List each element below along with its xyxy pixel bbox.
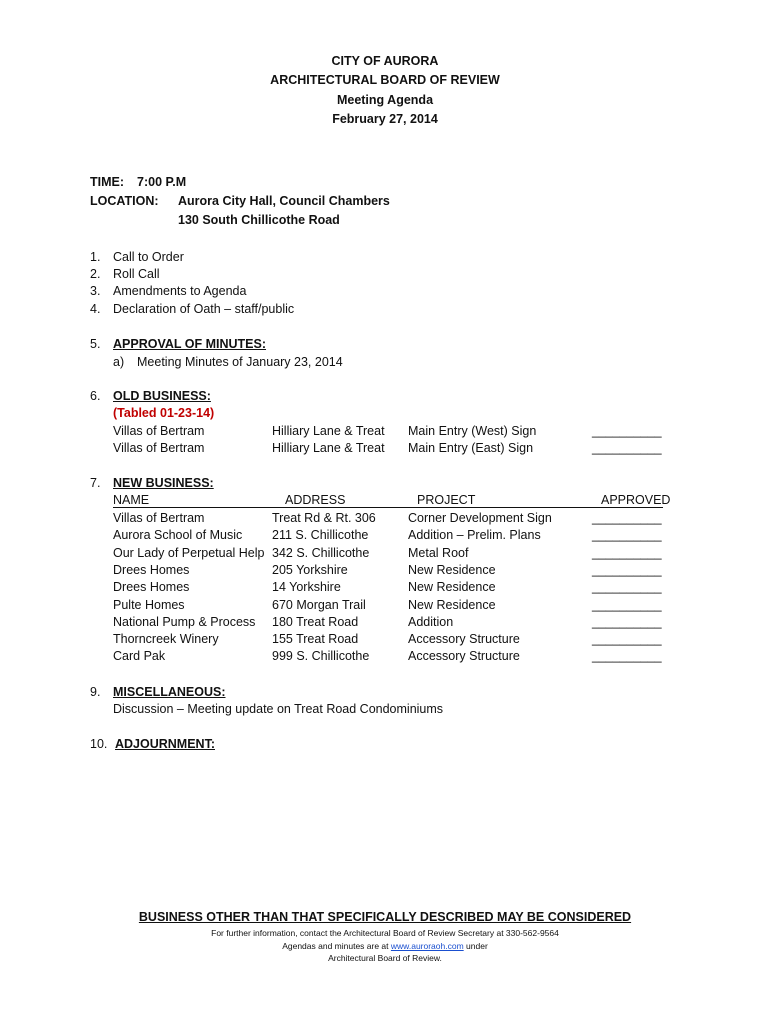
new-row-approved: __________ bbox=[592, 580, 662, 595]
old-row-name: Villas of Bertram bbox=[113, 441, 205, 455]
new-row-project: Addition – Prelim. Plans bbox=[408, 528, 541, 543]
misc-title: MISCELLANEOUS: bbox=[113, 685, 226, 699]
column-header-name: NAME bbox=[113, 493, 150, 507]
new-row-address: 14 Yorkshire bbox=[272, 580, 341, 595]
header-date: February 27, 2014 bbox=[332, 112, 438, 126]
new-row-address: 211 S. Chillicothe bbox=[272, 528, 369, 543]
adjournment-title: ADJOURNMENT: bbox=[115, 737, 215, 751]
header-city: CITY OF AURORA bbox=[331, 54, 439, 68]
item-number: 4. bbox=[90, 302, 101, 316]
footer-info-line2 bbox=[0, 941, 770, 951]
approval-number: 5. bbox=[90, 337, 101, 351]
new-row-name: Aurora School of Music bbox=[113, 528, 243, 543]
new-row-approved: __________ bbox=[592, 562, 662, 577]
old-row-approved: __________ bbox=[592, 441, 662, 455]
new-row-project: New Residence bbox=[408, 580, 496, 595]
old-business-number: 6. bbox=[90, 389, 101, 403]
approval-sub-letter: a) bbox=[113, 355, 125, 369]
new-row-name: Villas of Bertram bbox=[113, 511, 205, 525]
tabled-note: (Tabled 01-23-14) bbox=[113, 406, 215, 420]
footer-info-line3: Architectural Board of Review. bbox=[328, 953, 442, 963]
header-agenda: Meeting Agenda bbox=[336, 93, 434, 107]
column-header-rule bbox=[113, 507, 663, 508]
new-row-approved: __________ bbox=[592, 632, 662, 647]
misc-text: Discussion – Meeting update on Treat Road Condominiums bbox=[113, 702, 444, 716]
location-label: LOCATION: bbox=[90, 194, 159, 208]
old-business-title: OLD BUSINESS: bbox=[113, 389, 211, 403]
item-text: Roll Call bbox=[113, 267, 160, 281]
footer-info-prefix: Agendas and minutes are at bbox=[282, 941, 389, 951]
item-number: 2. bbox=[90, 267, 101, 281]
new-row-address: 180 Treat Road bbox=[272, 614, 359, 629]
header-board: ARCHITECTURAL BOARD OF REVIEW bbox=[270, 73, 500, 87]
new-row-name: Thorncreek Winery bbox=[113, 632, 219, 647]
website-link[interactable]: www.auroraoh.com bbox=[390, 941, 464, 951]
old-row-project: Main Entry (East) Sign bbox=[408, 441, 534, 455]
new-row-name: Drees Homes bbox=[113, 580, 190, 595]
old-row-project: Main Entry (West) Sign bbox=[408, 424, 537, 438]
column-header-approved: APPROVED bbox=[601, 493, 671, 507]
approval-sub-text: Meeting Minutes of January 23, 2014 bbox=[137, 355, 343, 369]
new-row-name: Our Lady of Perpetual Help bbox=[113, 545, 265, 560]
old-row-address: Hilliary Lane & Treat bbox=[272, 441, 385, 455]
footer-notice: BUSINESS OTHER THAN THAT SPECIFICALLY DESCRIBED MAY BE CONSIDERED bbox=[138, 910, 632, 924]
location-line1: Aurora City Hall, Council Chambers bbox=[178, 194, 390, 208]
misc-number: 9. bbox=[90, 685, 101, 699]
new-row-approved: __________ bbox=[592, 511, 662, 525]
item-number: 3. bbox=[90, 284, 101, 298]
old-row-name: Villas of Bertram bbox=[113, 424, 205, 438]
new-row-address: 342 S. Chillicothe bbox=[272, 545, 370, 560]
footer-info-line1: For further information, contact the Architectural Board of Review Secretary at 330-562-9564 bbox=[211, 928, 559, 938]
adjournment-number: 10. bbox=[90, 737, 108, 751]
new-row-name: Drees Homes bbox=[113, 562, 190, 577]
new-row-project: Accessory Structure bbox=[408, 649, 520, 664]
new-row-approved: __________ bbox=[592, 545, 662, 560]
new-row-name: National Pump & Process bbox=[113, 614, 256, 629]
column-header-project: PROJECT bbox=[417, 493, 476, 507]
old-row-approved: __________ bbox=[592, 424, 662, 438]
new-business-number: 7. bbox=[90, 476, 101, 490]
new-row-project: Corner Development Sign bbox=[408, 511, 552, 525]
new-row-address: 670 Morgan Trail bbox=[272, 597, 366, 612]
new-row-project: New Residence bbox=[408, 562, 496, 577]
new-row-project: Accessory Structure bbox=[408, 632, 520, 647]
new-row-project: Metal Roof bbox=[408, 545, 469, 560]
location-line2: 130 South Chillicothe Road bbox=[178, 213, 340, 227]
new-row-approved: __________ bbox=[592, 528, 662, 543]
item-text: Call to Order bbox=[113, 250, 184, 264]
item-text: Declaration of Oath – staff/public bbox=[113, 302, 295, 316]
new-row-approved: __________ bbox=[592, 649, 662, 664]
new-row-name: Card Pak bbox=[113, 649, 166, 664]
new-row-address: 205 Yorkshire bbox=[272, 562, 348, 577]
new-row-address: 155 Treat Road bbox=[272, 632, 359, 647]
item-number: 1. bbox=[90, 250, 101, 264]
new-row-project: Addition bbox=[408, 614, 454, 629]
column-header-address: ADDRESS bbox=[285, 493, 346, 507]
item-text: Amendments to Agenda bbox=[113, 284, 247, 298]
old-row-address: Hilliary Lane & Treat bbox=[272, 424, 385, 438]
new-row-address: Treat Rd & Rt. 306 bbox=[272, 511, 376, 525]
new-business-title: NEW BUSINESS: bbox=[113, 476, 214, 490]
footer-info-suffix: under bbox=[466, 941, 488, 951]
time-label: TIME: bbox=[90, 175, 125, 189]
new-row-approved: __________ bbox=[592, 614, 662, 629]
new-row-project: New Residence bbox=[408, 597, 496, 612]
time-value: 7:00 P.M bbox=[137, 175, 187, 189]
new-row-approved: __________ bbox=[592, 597, 662, 612]
new-row-address: 999 S. Chillicothe bbox=[272, 649, 370, 664]
new-row-name: Pulte Homes bbox=[113, 597, 185, 612]
approval-title: APPROVAL OF MINUTES: bbox=[113, 337, 267, 351]
